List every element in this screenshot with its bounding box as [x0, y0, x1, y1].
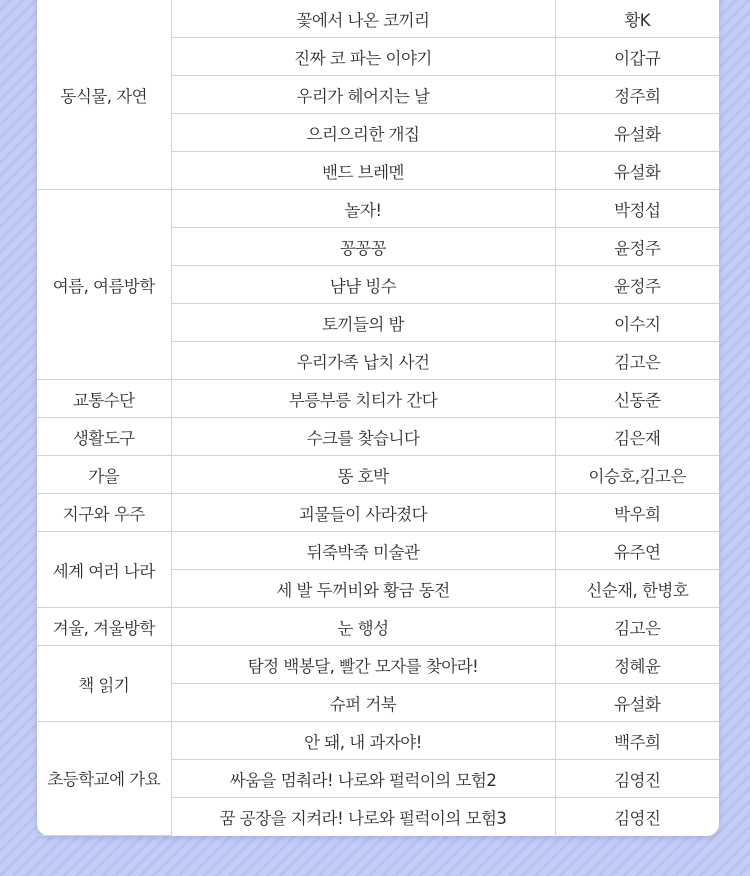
author-cell: 윤정주	[555, 266, 719, 304]
author-cell: 유주연	[555, 532, 719, 570]
table-row	[37, 722, 719, 760]
book-title-cell: 세 발 두꺼비와 황금 동전	[171, 570, 555, 608]
table-row	[37, 456, 719, 494]
author-cell: 유설화	[555, 152, 719, 190]
table-row	[37, 646, 719, 684]
author-cell: 박정섭	[555, 190, 719, 228]
book-title-cell: 꿈 공장을 지켜라! 나로와 펄럭이의 모험3	[171, 798, 555, 836]
table-row	[37, 190, 719, 228]
table-row	[37, 380, 719, 418]
author-cell: 정혜윤	[555, 646, 719, 684]
author-cell: 정주희	[555, 76, 719, 114]
table-row	[37, 0, 719, 38]
table-row	[37, 608, 719, 646]
book-title-cell: 탐정 백봉달, 빨간 모자를 찾아라!	[171, 646, 555, 684]
author-cell: 이수지	[555, 304, 719, 342]
author-cell: 백주희	[555, 722, 719, 760]
book-title-cell: 진짜 코 파는 이야기	[171, 38, 555, 76]
category-cell: 동식물, 자연	[37, 0, 171, 190]
book-title-cell: 싸움을 멈춰라! 나로와 펄럭이의 모험2	[171, 760, 555, 798]
category-cell: 생활도구	[37, 418, 171, 456]
book-title-cell: 수크를 찾습니다	[171, 418, 555, 456]
book-title-cell: 꽃에서 나온 코끼리	[171, 0, 555, 38]
author-cell: 유설화	[555, 684, 719, 722]
category-cell: 교통수단	[37, 380, 171, 418]
author-cell: 유설화	[555, 114, 719, 152]
author-cell: 윤정주	[555, 228, 719, 266]
book-title-cell: 으리으리한 개집	[171, 114, 555, 152]
category-cell: 지구와 우주	[37, 494, 171, 532]
author-cell: 황K	[555, 0, 719, 38]
category-cell: 초등학교에 가요	[37, 722, 171, 836]
author-cell: 이갑규	[555, 38, 719, 76]
author-cell: 김고은	[555, 608, 719, 646]
category-cell: 가을	[37, 456, 171, 494]
book-title-cell: 밴드 브레멘	[171, 152, 555, 190]
book-title-cell: 놀자!	[171, 190, 555, 228]
table-row	[37, 418, 719, 456]
book-title-cell: 눈 행성	[171, 608, 555, 646]
category-cell: 겨울, 겨울방학	[37, 608, 171, 646]
author-cell: 김영진	[555, 760, 719, 798]
book-title-cell: 냠냠 빙수	[171, 266, 555, 304]
author-cell: 박우희	[555, 494, 719, 532]
book-title-cell: 꽁꽁꽁	[171, 228, 555, 266]
book-list-body	[37, 0, 719, 835]
book-list-table	[37, 0, 719, 836]
author-cell: 이승호,김고은	[555, 456, 719, 494]
book-title-cell: 토끼들의 밤	[171, 304, 555, 342]
author-cell: 김고은	[555, 342, 719, 380]
book-title-cell: 안 돼, 내 과자야!	[171, 722, 555, 760]
category-cell: 책 읽기	[37, 646, 171, 722]
book-title-cell: 부릉부릉 치티가 간다	[171, 380, 555, 418]
book-title-cell: 슈퍼 거북	[171, 684, 555, 722]
category-cell: 여름, 여름방학	[37, 190, 171, 380]
table-row	[37, 494, 719, 532]
author-cell: 신동준	[555, 380, 719, 418]
book-title-cell: 똥 호박	[171, 456, 555, 494]
author-cell: 김영진	[614, 808, 661, 828]
book-title-cell: 괴물들이 사라졌다	[171, 494, 555, 532]
book-title-cell: 우리가족 납치 사건	[171, 342, 555, 380]
book-title-cell: 우리가 헤어지는 날	[171, 76, 555, 114]
author-cell: 김은재	[555, 418, 719, 456]
category-cell: 세계 여러 나라	[37, 532, 171, 608]
table-row	[37, 532, 719, 570]
book-title-cell: 뒤죽박죽 미술관	[171, 532, 555, 570]
author-cell: 신순재, 한병호	[555, 570, 719, 608]
